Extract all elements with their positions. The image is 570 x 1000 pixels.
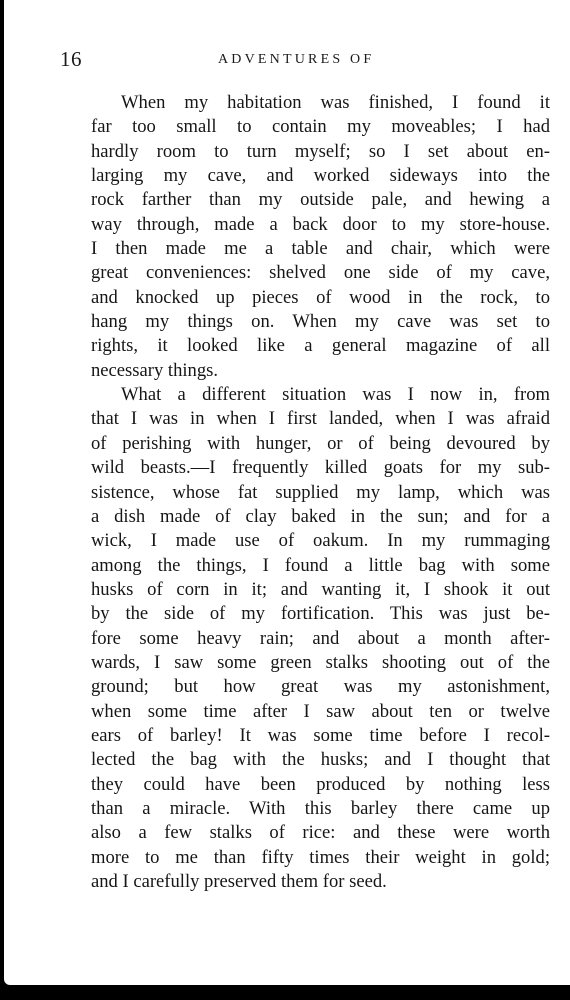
text-line: way through, made a back door to my store-house. <box>91 213 550 235</box>
text-line: lected the bag with the husks; and I thought that <box>91 749 550 771</box>
page-header <box>60 47 530 73</box>
text-line: hang my things on. When my cave was set to <box>91 311 550 333</box>
text-line: sistence, whose fat supplied my lamp, which was <box>91 481 550 503</box>
text-line: among the things, I found a little bag with some <box>91 554 550 576</box>
text-line: I then made me a table and chair, which were <box>91 238 550 260</box>
text-line: than a miracle. With this barley there came up <box>91 797 550 819</box>
text-line: more to me than fifty times their weight in gold; <box>91 846 550 868</box>
text-line: also a few stalks of rice: and these were worth <box>91 822 550 844</box>
text-line: fore some heavy rain; and about a month after- <box>91 627 550 649</box>
text-line: necessary things. <box>91 359 219 381</box>
text-line: husks of corn in it; and wanting it, I shook it out <box>91 578 550 600</box>
text-line: and I carefully preserved them for seed. <box>91 871 387 892</box>
paragraph-2 <box>61 383 550 894</box>
text-line: larging my cave, and worked sideways into the <box>91 165 550 187</box>
text-line: When my habitation was finished, I found it <box>121 92 550 113</box>
text-line: great conveniences: shelved one side of my cave, <box>91 262 550 284</box>
text-line: a dish made of clay baked in the sun; and for a <box>91 505 550 527</box>
text-line: and knocked up pieces of wood in the rock, to <box>91 286 550 308</box>
text-line: ears of barley! It was some time before I recol- <box>91 724 550 746</box>
text-line: rock farther than my outside pale, and hewing a <box>91 189 550 211</box>
text-line: What a different situation was I now in, from <box>121 384 550 406</box>
text-line: wild beasts.—I frequently killed goats for my sub- <box>91 457 550 479</box>
text-line: wick, I made use of oakum. In my rummaging <box>91 530 550 552</box>
paragraph-1 <box>61 91 550 383</box>
text-line: hardly room to turn myself; so I set about en- <box>91 140 550 162</box>
text-line: when some time after I saw about ten or twelve <box>91 700 550 722</box>
page-number: 16 <box>60 47 82 71</box>
text-line: they could have been produced by nothing less <box>91 773 550 795</box>
text-line: by the side of my fortification. This was just be- <box>91 603 550 625</box>
body-text <box>61 91 550 894</box>
text-line: that I was in when I first landed, when I was afraid <box>91 408 550 430</box>
text-line: wards, I saw some green stalks shooting out of the <box>91 651 550 673</box>
text-line: rights, it looked like a general magazine of all <box>91 335 550 357</box>
book-page <box>4 0 570 985</box>
running-head: ADVENTURES OF <box>218 52 375 67</box>
text-line: far too small to contain my moveables; I had <box>91 116 550 138</box>
text-line: ground; but how great was my astonishment, <box>91 676 550 698</box>
text-line: of perishing with hunger, or of being devoured by <box>91 432 550 454</box>
